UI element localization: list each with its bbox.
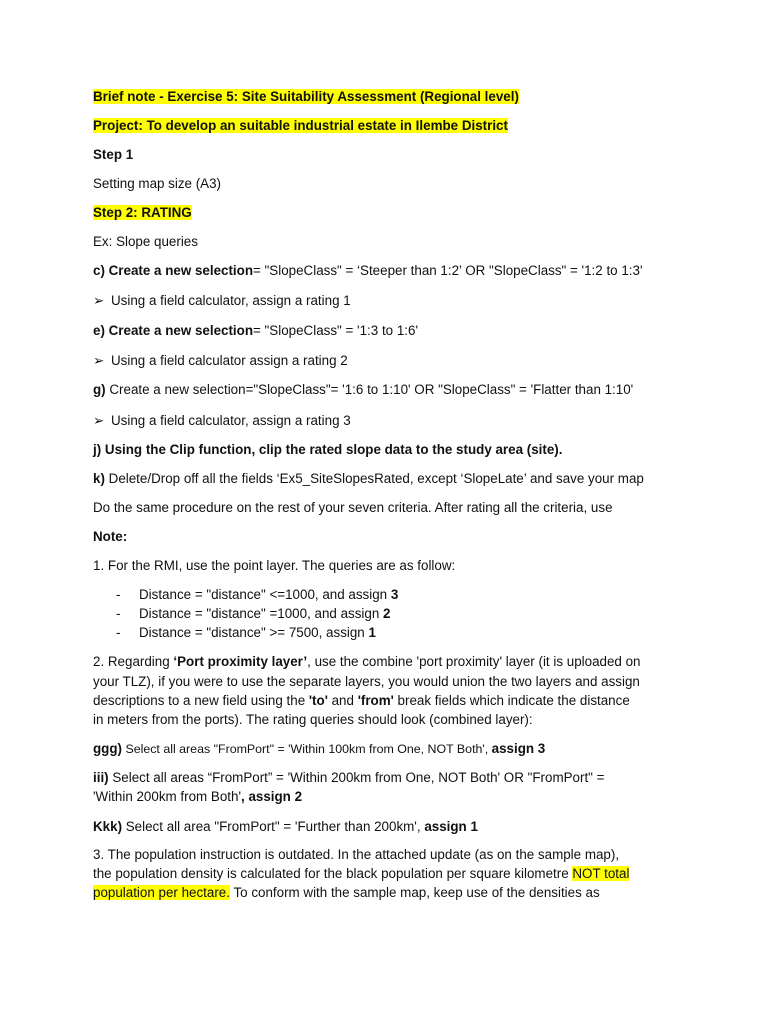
query-iii-line1: iii) Select all areas “FromPort” = 'Within 200km from One, NOT Both' OR "FromPort" = [93, 770, 605, 785]
step-j: j) Using the Clip function, clip the rated slope data to the study area (site). [93, 442, 563, 457]
rating1-item: ➢ Using a field calculator, assign a rating 1 [93, 293, 351, 308]
note-heading: Note: [93, 529, 128, 544]
port-paragraph-line2: your TLZ), if you were to use the separate layers, you would union the two layers and assign [93, 674, 640, 689]
query-iii-line2: 'Within 200km from Both', assign 2 [93, 789, 303, 804]
population-line3: population per hectare. To conform with the sample map, keep use of the densities as [93, 885, 600, 900]
port-paragraph-line1: 2. Regarding ‘Port proximity layer’, use the combine 'port proximity' layer (it is uploaded on [93, 654, 641, 669]
step-g: g) Create a new selection="SlopeClass"= '1:6 to 1:10' OR "SlopeClass" = 'Flatter than 1:10' [93, 382, 634, 397]
rating3-item: ➢ Using a field calculator, assign a rating 3 [93, 413, 351, 428]
step-e: e) Create a new selection= "SlopeClass" = '1:3 to 1:6' [93, 323, 419, 338]
ex-text: Ex: Slope queries [93, 234, 198, 249]
step1-heading: Step 1 [93, 147, 134, 162]
port-paragraph-line3: descriptions to a new field using the 'to' and 'from' break fields which indicate the distance [93, 693, 630, 708]
query-kkk: Kkk) Select all area "FromPort" = 'Further than 200km', assign 1 [93, 819, 478, 834]
population-line1: 3. The population instruction is outdated. In the attached update (as on the sample map), [93, 847, 620, 862]
arrow-bullet-icon: ➢ [93, 413, 105, 428]
rmi-bullet: - Distance = "distance" >= 7500, assign 1 [116, 625, 376, 640]
arrow-bullet-icon: ➢ [93, 293, 105, 308]
query-ggg: ggg) Select all areas "FromPort" = 'Within 100km from One, NOT Both', assign 3 [93, 741, 546, 756]
rating2-item: ➢ Using a field calculator assign a rating 2 [93, 353, 348, 368]
rmi-bullet: - Distance = "distance" =1000, and assign 2 [116, 606, 391, 621]
step-c: c) Create a new selection= "SlopeClass" = ‘Steeper than 1:2’ OR "SlopeClass" = '1:2 to 1:3' [93, 263, 643, 278]
port-paragraph-line4: in meters from the ports). The rating queries should look (combined layer): [93, 712, 533, 727]
step2-heading: Step 2: RATING [93, 205, 192, 220]
rmi-bullet: - Distance = "distance" <=1000, and assign 3 [116, 587, 399, 602]
arrow-bullet-icon: ➢ [93, 353, 105, 368]
project-heading: Project: To develop an suitable industrial estate in Ilembe District [93, 118, 508, 133]
step-k: k) Delete/Drop off all the fields ‘Ex5_SiteSlopesRated, except ‘SlopeLate’ and save your map [93, 471, 644, 486]
setting-text: Setting map size (A3) [93, 176, 222, 191]
rmi-text: 1. For the RMI, use the point layer. The queries are as follow: [93, 558, 456, 573]
population-line2: the population density is calculated for the black population per square kilometre NOT total [93, 866, 630, 881]
document-title: Brief note - Exercise 5: Site Suitability Assessment (Regional level) [93, 89, 519, 104]
same-procedure-text: Do the same procedure on the rest of your seven criteria. After rating all the criteria, use [93, 500, 613, 515]
